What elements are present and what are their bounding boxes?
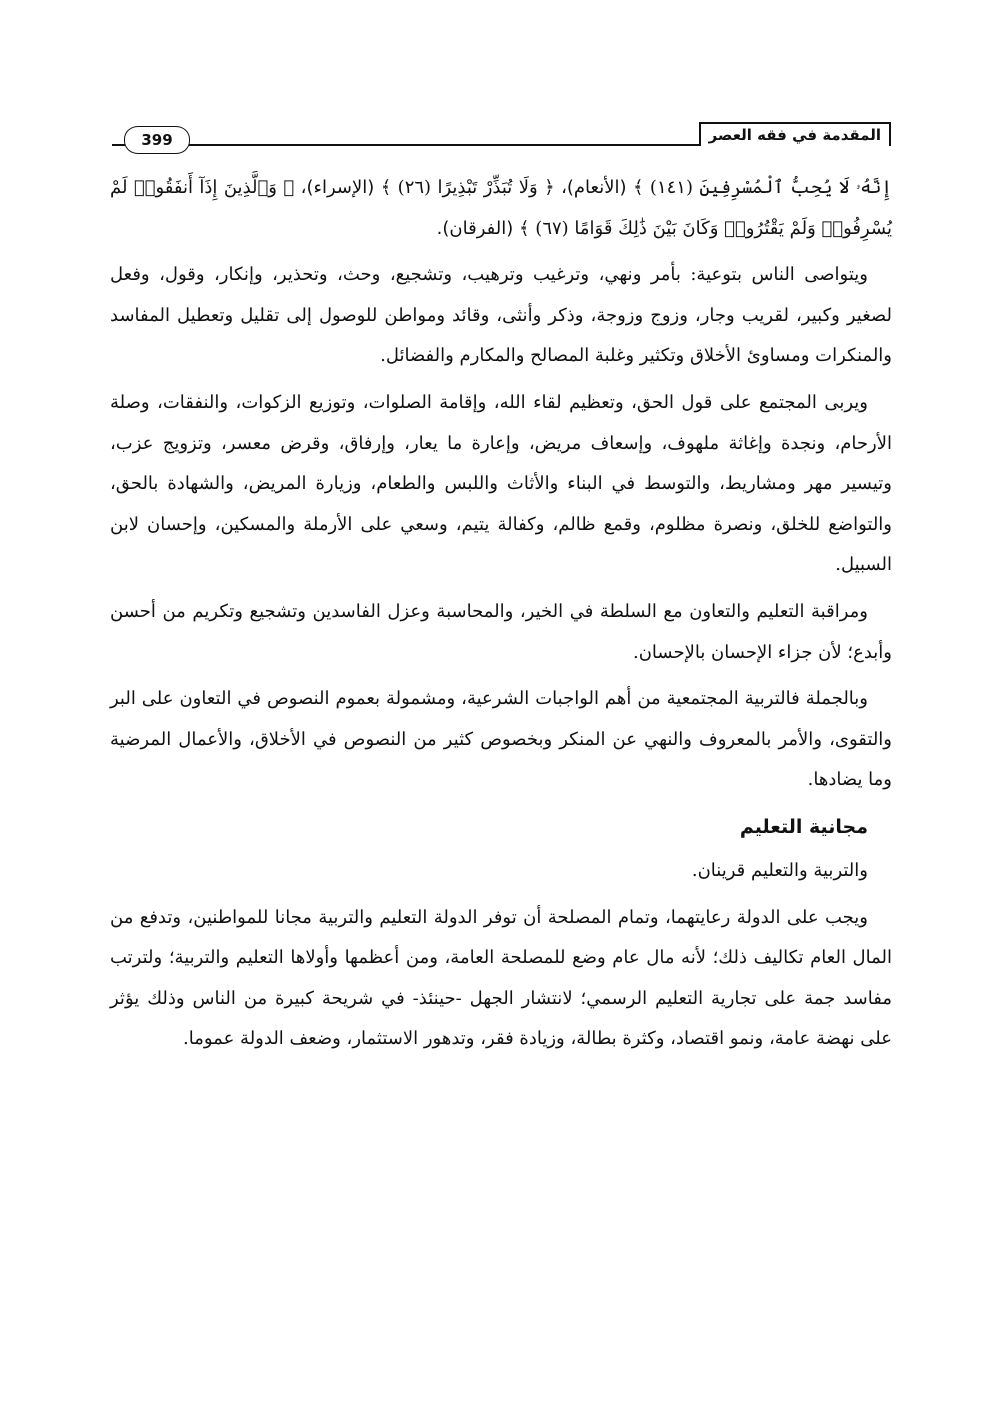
running-title: المقدمة في فقه العصر bbox=[699, 122, 891, 146]
surah-reference-1: (الأنعام)، bbox=[561, 177, 627, 198]
ayah-number-1: (١٤١) bbox=[649, 177, 693, 198]
surah-reference-3: (الفرقان). bbox=[436, 217, 514, 239]
opening-ornate-bracket: ﴿ bbox=[283, 177, 295, 198]
paragraph-1: ويتواصى الناس بتوعية: بأمر ونهي، وترغيب وترهيب، وتشجيع، وحث، وتحذير، وإنكار، وقول، وفعل لصغير وكبير، لقريب وجار، وزوج وزوجة، وذكر وأنثى، وقائد ومواطن للوصول إلى تقليل وتعطيل المفاسد والمنكرات ومساوئ الأخلاق وتكثير وغلبة المصالح والمكارم والفضائل. bbox=[110, 264, 892, 367]
page-number: 399 bbox=[124, 126, 190, 154]
ayah-number-3: (٦٧) bbox=[535, 217, 569, 239]
closing-ornate-bracket: ﴾ bbox=[519, 217, 530, 239]
opening-ornate-bracket: ﴿ bbox=[544, 177, 555, 198]
page-header bbox=[112, 118, 891, 158]
paragraph-5: والتربية والتعليم قرينان. bbox=[691, 859, 868, 881]
section-heading: مجانية التعليم bbox=[739, 815, 868, 838]
closing-ornate-bracket: ﴾ bbox=[380, 177, 392, 198]
closing-ornate-bracket: ﴾ bbox=[632, 177, 644, 198]
paragraph-6: ويجب على الدولة رعايتهما، وتمام المصلحة أن توفر الدولة التعليم والتربية مجانا للمواطنين، وتدفع من المال العام تكاليف ذلك؛ لأنه مال عام وضع للمصلحة العامة، ومن أعظمها وأولاها التعليم والتربية؛ ولترتب مفاسد جمة على تجارية التعليم الرسمي؛ لانتشار الجهل -حينئذ- في شريحة كبيرة من الناس وذلك يؤثر على نهضة عامة، ونمو اقتصاد، وكثرة بطالة، وزيادة فقر، وتدهور الاستثمار، وضعف الدولة عموما. bbox=[110, 906, 892, 1050]
quran-verses-line bbox=[110, 168, 892, 249]
paragraph-3: ومراقبة التعليم والتعاون مع السلطة في الخير، والمحاسبة وعزل الفاسدين وتشجيع وتكريم من أحسن وأبدع؛ لأن جزاء الإحسان بالإحسان. bbox=[110, 600, 892, 663]
surah-reference-2: (الإسراء)، bbox=[300, 177, 375, 198]
paragraph-4: وبالجملة فالتربية المجتمعية من أهم الواجبات الشرعية، ومشمولة بعموم النصوص في التعاون على البر والتقوى، والأمر بالمعروف والنهي عن المنكر وبخصوص كثير من النصوص في الأخلاق، والأعمال المرضية وما يضادها. bbox=[110, 688, 892, 791]
quran-verse-1: إِنَّهُۥ لَا يُحِبُّ ٱلْمُسْرِفِينَ bbox=[699, 177, 892, 198]
quran-verse-3: وَٱلَّذِينَ إِذَآ أَنفَقُوا۟ لَمْ يُسْرِفُوا۟ وَلَمْ يَقْتُرُوا۟ وَكَانَ بَيْنَ ذَٰلِكَ قَوَامًا bbox=[110, 177, 892, 239]
ayah-number-2: (٢٦) bbox=[397, 177, 432, 198]
paragraph-2: ويربى المجتمع على قول الحق، وتعظيم لقاء الله، وإقامة الصلوات، وتوزيع الزكوات، والنفقات، وصلة الأرحام، ونجدة وإغاثة ملهوف، وإسعاف مريض، وإعارة ما يعار، وإرفاق، وقرض معسر، وتزويج عزب، وتيسير مهر ومشاريط، والتوسط في البناء والأثاث واللبس والطعام، وزيارة المريض، والشهادة بالحق، والتواضع للخلق، ونصرة مظلوم، وقمع ظالم، وكفالة يتيم، وسعي على الأرملة والمسكين، وإحسان لابن السبيل. bbox=[110, 391, 892, 576]
quran-verse-2: وَلَا تُبَذِّرْ تَبْذِيرًا bbox=[437, 177, 538, 198]
page-body bbox=[110, 168, 892, 1066]
